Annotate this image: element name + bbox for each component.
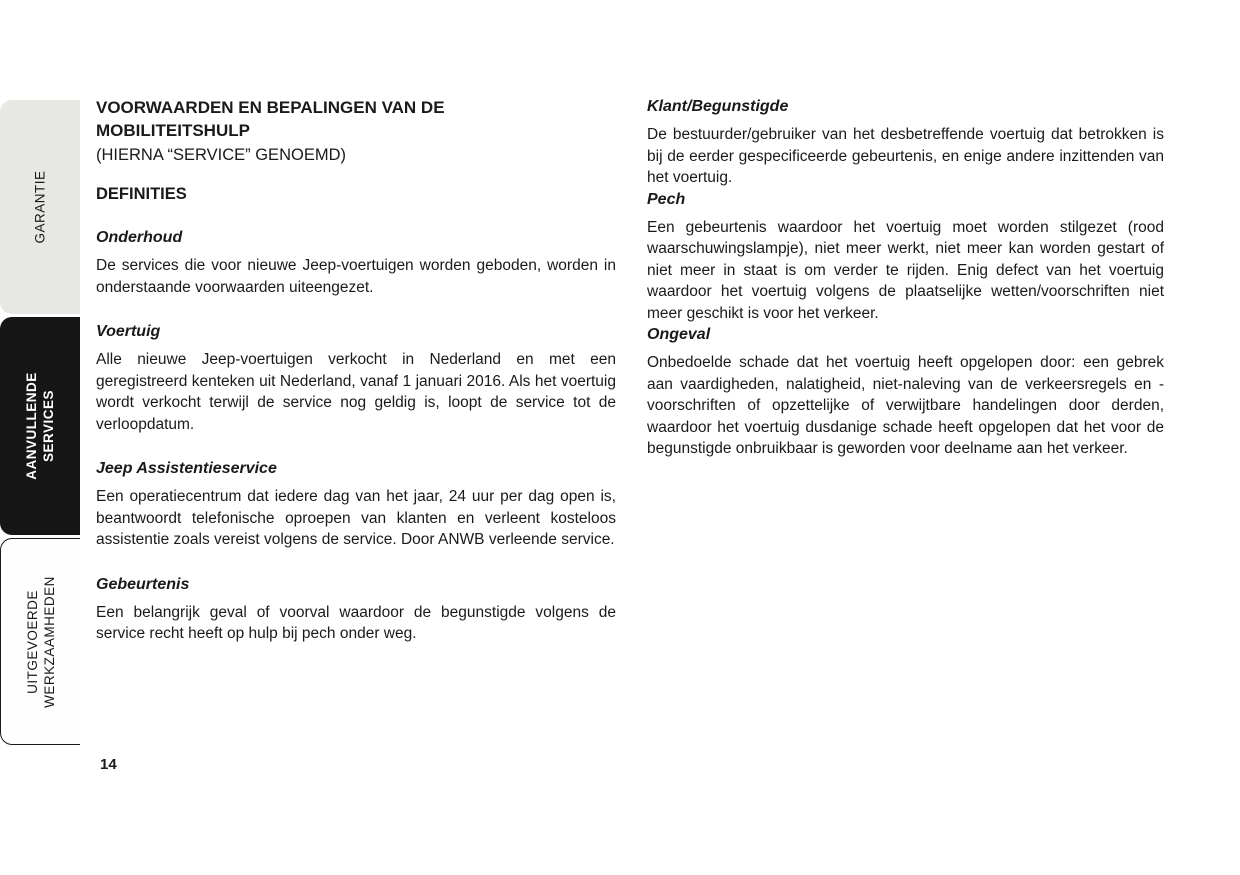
definition-term: Pech [647, 190, 686, 208]
page-content [96, 96, 1164, 645]
definition-term: Onderhoud [96, 229, 183, 246]
sidebar-tab-uitgevoerde-werkzaamheden[interactable] [0, 538, 80, 745]
tab-uitgevoerde-werkzaamheden-label [24, 576, 58, 708]
definition-term: Gebeurtenis [96, 575, 190, 593]
tab-label-line: UITGEVOERDE [24, 589, 40, 694]
sidebar-tab-garantie[interactable] [0, 100, 80, 314]
definition-term: Jeep Assistentieservice [96, 460, 277, 477]
definition-text: De bestuurder/gebruiker van het desbetreffende voertuig dat betrokken is bij de eerder gespecificeerde gebeurtenis, en enige andere inzittenden van het voertuig. [647, 126, 1164, 186]
definition-onderhoud [96, 229, 616, 298]
definition-term: Voertuig [96, 323, 161, 340]
definition-gebeurtenis [96, 576, 616, 645]
definition-term: Ongeval [647, 326, 711, 343]
definition-ongeval [647, 326, 1164, 460]
definition-text: Een operatiecentrum dat iedere dag van het jaar, 24 uur per dag open is, beantwoordt telefonische oproepen van klanten en verleent kosteloos assistentie zoals vereist volgens de service. Door ANWB verleende service. [96, 488, 616, 548]
definition-term: Klant/Begunstigde [647, 98, 789, 115]
definition-klant-begunstigde [647, 98, 1164, 189]
definition-text: Een belangrijk geval of voorval waardoor de begunstigde volgens de service recht heeft op hulp bij pech onder weg. [96, 603, 616, 642]
right-column [647, 96, 1164, 645]
tab-label-line: AANVULLENDE [24, 372, 39, 480]
definition-text: De services die voor nieuwe Jeep-voertuigen worden geboden, worden in onderstaande voorwaarden uiteengezet. [96, 257, 616, 296]
sidebar-tab-aanvullende-services[interactable] [0, 317, 80, 535]
definition-text: Alle nieuwe Jeep-voertuigen verkocht in Nederland en met een geregistreerd kenteken uit Nederland, vanaf 1 januari 2016. Als het voertuig wordt verkocht terwijl de service nog geldig is, loopt de service tot de verloopdatum. [96, 351, 616, 433]
section-heading-definities: DEFINITIES [96, 185, 187, 203]
definition-voertuig [96, 323, 616, 435]
tab-aanvullende-services-label [23, 372, 57, 480]
definition-text: Onbedoelde schade dat het voertuig heeft opgelopen door: een gebrek aan vaardigheden, nalatigheid, niet-naleving van de verkeersregels en -voorschriften of opzettelijke of verwijtbare handelingen door derden, waardoor het voertuig dusdanige schade heeft opgelopen dat het voor de begunstigde onbruikbaar is geworden voor deelname aan het verkeer. [647, 354, 1164, 457]
page-title: VOORWAARDEN EN BEPALINGEN VAN DE MOBILITEITSHULP [96, 98, 445, 140]
tab-label-line: SERVICES [41, 389, 56, 463]
page-number: 14 [100, 756, 117, 773]
sidebar-tabs [0, 100, 82, 748]
definition-pech [647, 191, 1164, 325]
definition-text: Een gebeurtenis waardoor het voertuig moet worden stilgezet (rood waarschuwingslampje), niet meer werkt, niet meer kan worden gestart of niet meer in staat is om verder te rijden. Enig defect van het voertuig waardoor het voertuig volgens de plaatselijke wetten/voorschriften niet meer geschikt is voor het verkeer. [647, 218, 1164, 322]
left-column [96, 96, 616, 645]
tab-garantie-label [32, 170, 49, 243]
page-subtitle: (HIERNA “SERVICE” GENOEMD) [96, 146, 346, 164]
tab-label-line: WERKZAAMHEDEN [41, 575, 57, 708]
definition-jeep-assistentieservice [96, 460, 616, 551]
tab-label-line: GARANTIE [32, 170, 48, 244]
